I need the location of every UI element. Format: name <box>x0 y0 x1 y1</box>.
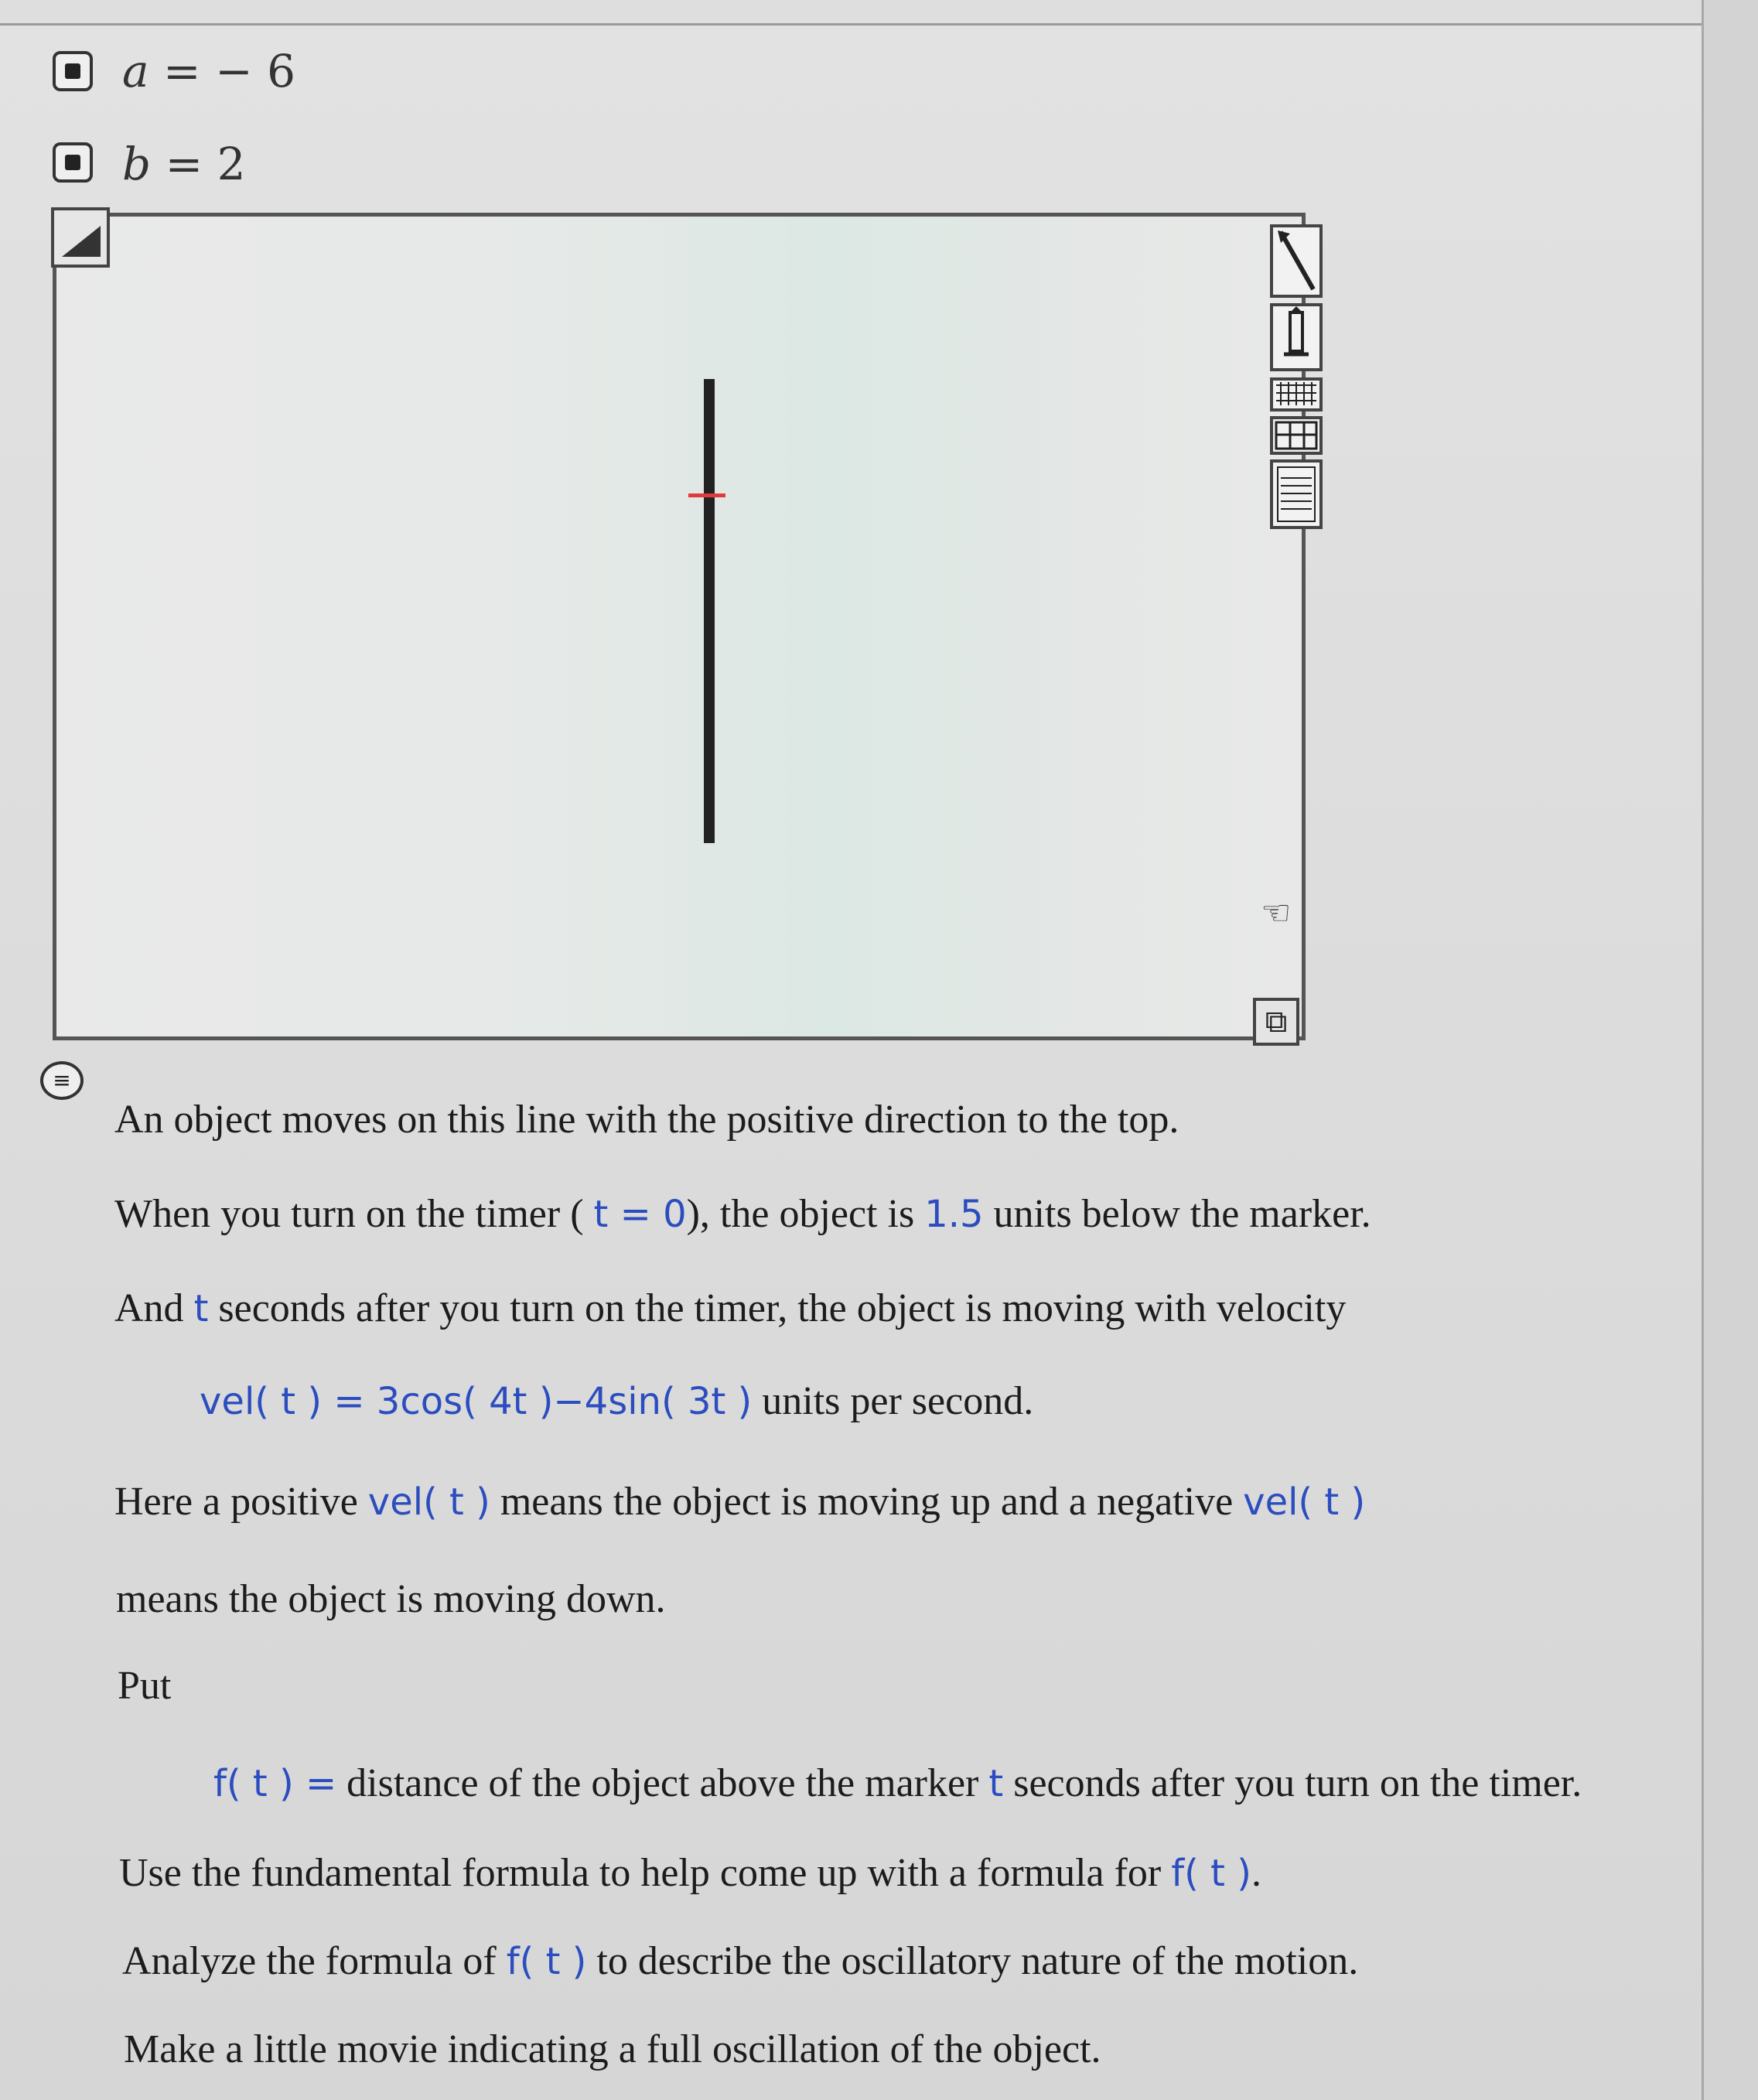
plot-canvas[interactable] <box>53 213 1306 1040</box>
velocity-formula-line <box>200 1378 1033 1424</box>
motion-line <box>704 379 715 843</box>
text-line-6: means the object is moving down. <box>116 1577 666 1621</box>
param-a-eq: = <box>163 45 216 97</box>
text-line-10 <box>122 1938 1358 1984</box>
hand-icon[interactable]: ☜ <box>1261 893 1292 933</box>
text-line-3-pre: And <box>114 1286 194 1330</box>
param-a-var: a <box>122 45 149 97</box>
grid-icon[interactable] <box>1270 377 1323 411</box>
text-line-5 <box>114 1479 1365 1525</box>
initial-offset-value: 1.5 <box>924 1193 984 1236</box>
f-of-t-def: f( t ) = <box>213 1762 337 1805</box>
cell-bracket-button-b[interactable] <box>53 142 93 183</box>
f-desc-t: t <box>988 1762 1004 1805</box>
negative-vel-expr: vel( t ) <box>1243 1480 1366 1524</box>
right-edge-scroll-area[interactable] <box>1702 0 1758 2100</box>
param-b <box>122 138 246 190</box>
plot-cell-bracket[interactable] <box>51 207 110 268</box>
velocity-units: units per second. <box>752 1379 1034 1423</box>
text-line-9-post: . <box>1251 1851 1261 1895</box>
pointer-icon[interactable] <box>1270 224 1323 298</box>
text-line-3-post: seconds after you turn on the timer, the object is moving with velocity <box>208 1286 1347 1330</box>
comment-icon[interactable]: ≡ <box>40 1061 84 1100</box>
text-line-10-f: f( t ) <box>506 1940 587 1983</box>
text-line-9-f: f( t ) <box>1171 1852 1251 1895</box>
text-line-3 <box>114 1286 1346 1331</box>
text-line-11: Make a little movie indicating a full oscillation of the object. <box>124 2027 1101 2071</box>
velocity-formula: vel( t ) = 3cos( 4t )−4sin( 3t ) <box>200 1380 753 1423</box>
ruler-icon[interactable] <box>1270 459 1323 529</box>
text-line-put: Put <box>118 1664 172 1708</box>
text-line-9-pre: Use the fundamental formula to help come up with a formula for <box>119 1851 1172 1895</box>
param-b-value: 2 <box>217 138 246 190</box>
text-line-1: An object moves on this line with the positive direction to the top. <box>114 1098 1179 1142</box>
param-b-eq: = <box>165 138 217 190</box>
positive-vel-expr: vel( t ) <box>367 1480 490 1524</box>
top-border <box>0 0 1758 26</box>
text-line-2-mid: ), the object is <box>686 1192 925 1236</box>
cell-bracket-button-a[interactable] <box>53 51 93 91</box>
text-line-10-post: to describe the oscillatory nature of the motion. <box>586 1939 1359 1983</box>
param-a-value: − 6 <box>215 45 296 97</box>
plot-bracket-icon <box>54 210 107 265</box>
text-line-3-t: t <box>193 1287 209 1330</box>
f-desc-post: seconds after you turn on the timer. <box>1003 1761 1582 1805</box>
t-equals-zero: t = 0 <box>593 1193 687 1236</box>
table-icon[interactable] <box>1270 416 1323 455</box>
text-line-2 <box>114 1191 1371 1237</box>
text-line-9 <box>119 1850 1261 1896</box>
rocket-icon[interactable] <box>1270 303 1323 371</box>
text-line-2-pre: When you turn on the timer ( <box>114 1192 594 1236</box>
text-line-10-pre: Analyze the formula of <box>122 1939 507 1983</box>
resize-icon[interactable]: ⧉ <box>1253 998 1299 1046</box>
param-a <box>122 45 295 97</box>
position-marker <box>688 493 725 497</box>
text-line-5-pre: Here a positive <box>114 1480 368 1524</box>
f-desc-pre: distance of the object above the marker <box>336 1761 989 1805</box>
f-definition-line <box>213 1760 1582 1806</box>
param-b-var: b <box>122 138 152 190</box>
text-line-2-post: units below the marker. <box>983 1192 1371 1236</box>
text-line-5-mid: means the object is moving up and a negative <box>490 1480 1244 1524</box>
